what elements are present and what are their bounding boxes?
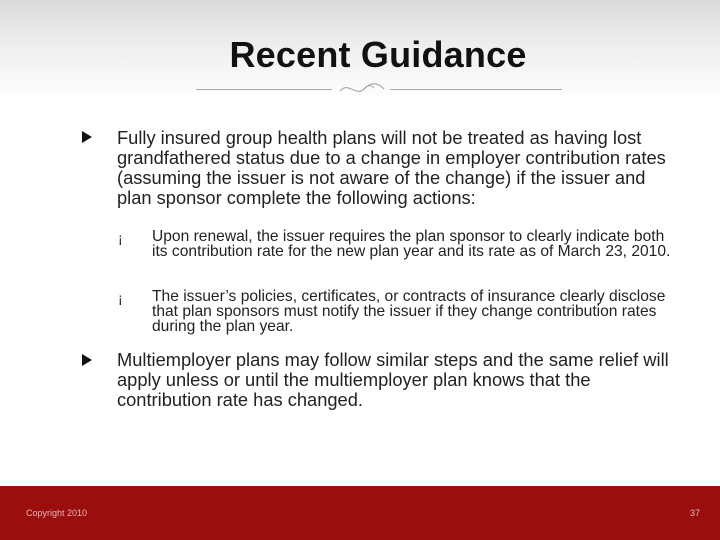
triangle-arrow-icon [80,353,94,367]
bullet-2-text: Multiemployer plans may follow similar steps and the same relief will apply unless or until the multiemployer plan knows that the contribution rate has changed. [117,349,669,410]
bullet-1-text: Fully insured group health plans will not be treated as having lost grandfathered status due to a change in employer contribution rates (assuming the issuer is not aware of the change) if the issuer and plan sponsor complete the following actions: [117,127,666,208]
sub-bullet-1-text: Upon renewal, the issuer requires the plan sponsor to clearly indicate both its contribution rate for the new plan year and its rate as of March 23, 2010. [152,228,671,260]
footer-band [0,486,720,540]
title-rule-right [390,89,562,90]
sub-bullet-1-marker: ¡ [118,230,123,246]
page-number: 37 [690,508,701,518]
flourish-icon [334,79,390,99]
copyright-text: Copyright 2010 [26,508,88,518]
title-rule-left [196,89,332,90]
sub-bullet-2-text: The issuer’s policies, certificates, or contracts of insurance clearly disclose that plan sponsors must notify the issuer if they change contribution rates during the plan year. [152,288,666,335]
triangle-arrow-icon [80,130,94,144]
sub-bullet-2-marker: ¡ [118,290,123,306]
slide-title: Recent Guidance [229,34,527,75]
